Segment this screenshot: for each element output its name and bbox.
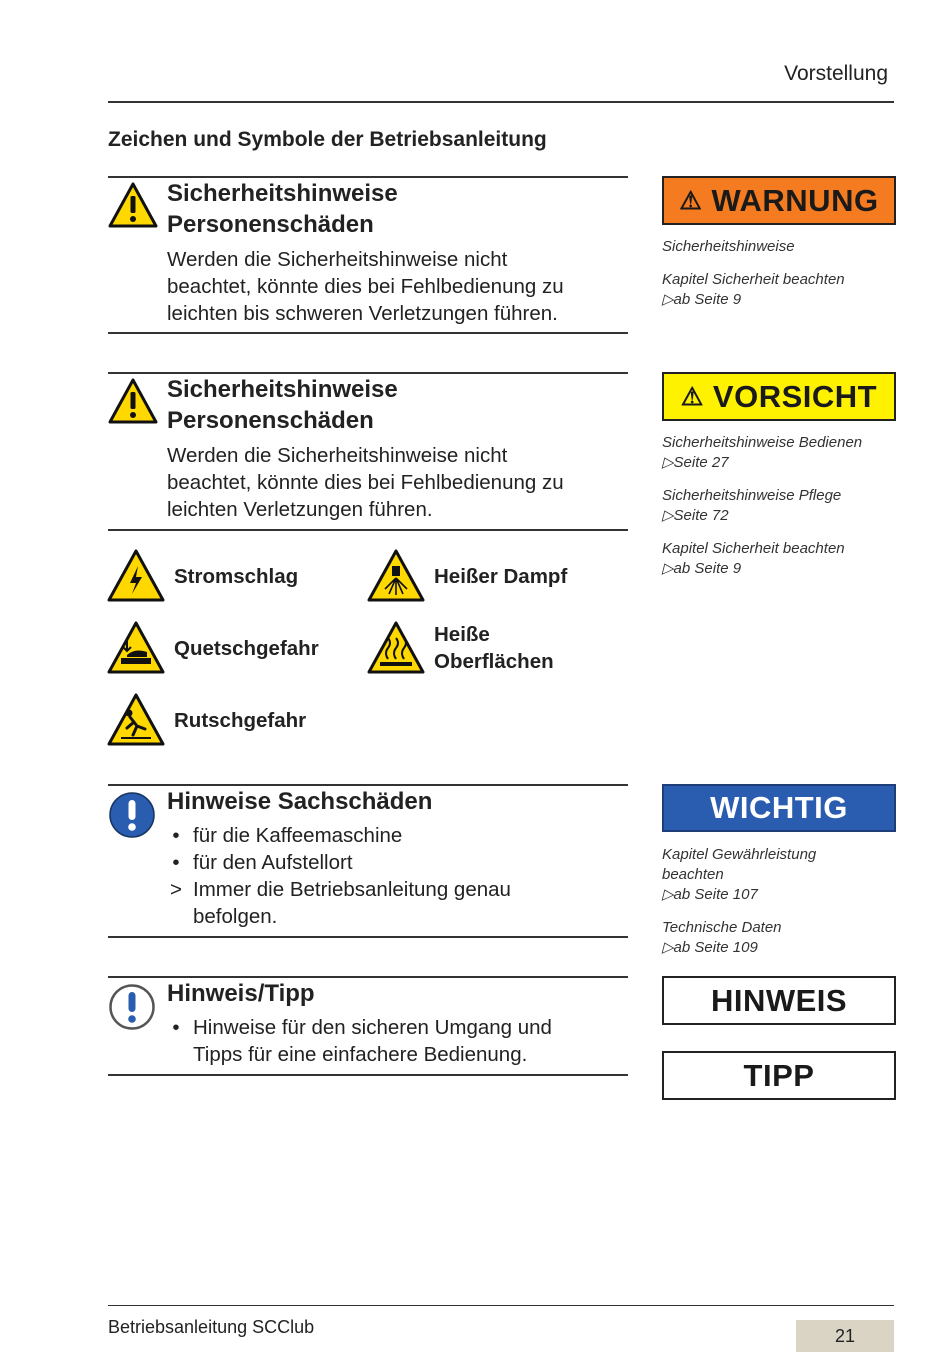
bullet-marker: • [172,851,180,874]
side-note-line: ab Seite 9 [673,560,742,577]
side-note-line: Seite 27 [673,454,729,471]
tipp-list [167,1014,607,1068]
block-title-line: Sicherheitshinweise [167,376,398,403]
hazard-label-rutschgefahr: Rutschgefahr [174,709,307,732]
list-item [167,822,607,849]
exclamation-circle-outline-icon [108,983,156,1031]
block-title-line: Personenschäden [167,211,374,238]
list-item-text: befolgen. [193,905,278,928]
side-note-line: Sicherheitshinweise Pflege [662,487,842,504]
wichtig-label: WICHTIG [662,784,896,832]
header-title: Vorstellung [784,62,888,85]
block-title-line: Sicherheitshinweise [167,180,398,207]
page-number: 21 [796,1320,894,1352]
list-item [167,1014,607,1068]
hot-steam-icon [367,549,425,603]
block-body [167,442,564,523]
side-note-line: ab Seite 109 [673,939,758,956]
electric-shock-icon [107,549,165,603]
side-note: Sicherheitshinweise [662,238,795,255]
list-item-text: für die Kaffeemaschine [193,824,403,847]
side-note-line: beachten [662,866,724,883]
list-item-text: für den Aufstellort [193,851,353,874]
vorsicht-label-text: VORSICHT [712,379,878,414]
list-item-text: Immer die Betriebsanleitung genau [193,878,511,901]
reference-arrow-icon: ▷ [662,291,674,308]
body-line: Werden die Sicherheitshinweise nicht [167,248,508,271]
block-bottom-divider [108,332,628,334]
exclamation-circle-icon [108,791,156,839]
header-divider [108,101,894,103]
hazard-label-quetschgefahr: Quetschgefahr [174,637,319,660]
block-title: Hinweis/Tipp [167,980,315,1007]
block-body [167,246,564,327]
hazard-label-stromschlag: Stromschlag [174,565,299,588]
side-note-line: Kapitel Sicherheit beachten [662,540,845,557]
list-item [167,849,607,876]
block-bottom-divider [108,529,628,531]
side-note-line: Technische Daten [662,919,782,936]
side-note [662,918,782,958]
reference-arrow-icon: ▷ [662,939,674,956]
side-note-line: Seite 72 [673,507,729,524]
reference-arrow-icon: ▷ [662,507,674,524]
hazard-label-heisser-dampf: Heißer Dampf [434,565,568,588]
hazard-label-heisse-oberflaechen [434,621,554,675]
hot-surface-icon [367,621,425,675]
hazard-label-line: Oberflächen [434,650,554,673]
slip-hazard-icon [107,693,165,747]
warnung-label [662,176,896,225]
body-line: beachtet, könnte dies bei Fehlbedienung zu [167,275,564,298]
warning-triangle-icon [108,182,158,228]
side-note [662,433,862,473]
warning-triangle-icon [108,378,158,424]
list-item-text: Hinweise für den sicheren Umgang und [193,1016,552,1039]
vorsicht-label [662,372,896,421]
list-item [167,876,607,930]
block-title-line: Personenschäden [167,407,374,434]
block-bottom-divider [108,1074,628,1076]
crush-hazard-icon [107,621,165,675]
bullet-marker: • [172,1016,180,1039]
section-title: Zeichen und Symbole der Betriebsanleitung [108,128,547,151]
side-note-line: Kapitel Gewährleistung [662,846,817,863]
reference-arrow-icon: ▷ [662,886,674,903]
block-title [167,374,398,436]
warning-outline-icon: ⚠ [680,383,704,411]
reference-arrow-icon: ▷ [662,454,674,471]
hinweis-label: HINWEIS [662,976,896,1025]
side-note [662,539,845,579]
body-line: leichten bis schweren Verletzungen führen. [167,302,558,325]
side-note-line: ab Seite 107 [673,886,758,903]
body-line: beachtet, könnte dies bei Fehlbedienung zu [167,471,564,494]
hazard-label-line: Heiße [434,623,490,646]
side-note [662,845,816,905]
side-note-line: ab Seite 9 [673,291,742,308]
tipp-label: TIPP [662,1051,896,1100]
block-title: Hinweise Sachschäden [167,788,433,815]
bullet-marker: • [172,824,180,847]
hinweise-list [167,822,607,930]
side-note [662,270,845,310]
action-marker: > [170,878,182,901]
side-note [662,486,841,526]
warnung-label-text: WARNUNG [711,183,879,218]
side-note-line: Kapitel Sicherheit beachten [662,271,845,288]
footer-divider [108,1305,894,1306]
side-note-line: Sicherheitshinweise Bedienen [662,434,863,451]
warning-outline-icon: ⚠ [679,187,703,215]
body-line: Werden die Sicherheitshinweise nicht [167,444,508,467]
body-line: leichten Verletzungen führen. [167,498,433,521]
footer-manual-title: Betriebsanleitung SCClub [108,1317,315,1337]
reference-arrow-icon: ▷ [662,560,674,577]
list-item-text: Tipps für eine einfachere Bedienung. [193,1043,528,1066]
block-title [167,178,398,240]
block-bottom-divider [108,936,628,938]
